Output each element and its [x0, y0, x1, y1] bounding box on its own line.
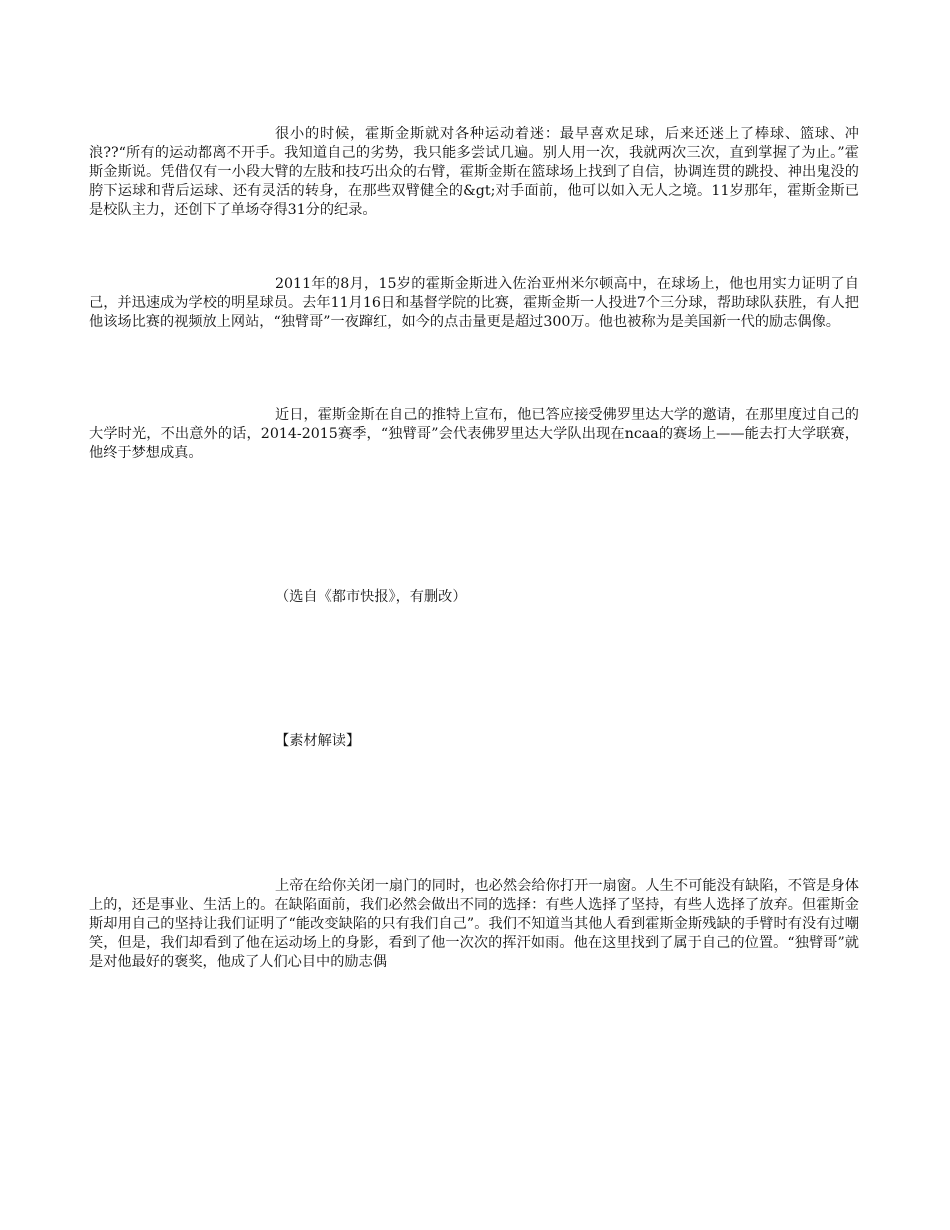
article-paragraph-1: 很小的时候，霍斯金斯就对各种运动着迷：最早喜欢足球，后来还迷上了棒球、篮球、冲浪??“所有的运动都离不开手。我知道自己的劣势，我只能多尝试几遍。别人用一次，我就两次三次，直到掌握了为止。”霍斯金斯说。凭借仅有一小段大臂的左肢和技巧出众的右臂，霍斯金斯在篮球场上找到了自信，协调连贯的跳投、神出鬼没的胯下运球和背后运球、还有灵活的转身，在那些双臂健全的&gt;对手面前，他可以如入无人之境。11岁那年，霍斯金斯已是校队主力，还创下了单场夺得31分的纪录。: [89, 126, 859, 218]
article-paragraph-2: 2011年的8月，15岁的霍斯金斯进入佐治亚州米尔顿高中，在球场上，他也用实力证明了自己，并迅速成为学校的明星球员。去年11月16日和基督学院的比赛，霍斯金斯一人投进7个三分球，帮助球队获胜，有人把他该场比赛的视频放上网站，“独臂哥”一夜蹿红，如今的点击量更是超过300万。他也被称为是美国新一代的励志偶像。: [89, 276, 859, 330]
section-heading: 【素材解读】: [275, 733, 361, 749]
article-paragraph-3: 近日，霍斯金斯在自己的推特上宣布，他已答应接受佛罗里达大学的邀请，在那里度过自己的大学时光，不出意外的话，2014-2015赛季，“独臂哥”会代表佛罗里达大学队出现在ncaa的赛场上——能去打大学联赛，他终于梦想成真。: [89, 407, 859, 461]
interpretation-paragraph: 上帝在给你关闭一扇门的同时，也必然会给你打开一扇窗。人生不可能没有缺陷，不管是身体上的，还是事业、生活上的。在缺陷面前，我们必然会做出不同的选择：有些人选择了坚持，有些人选择了放弃。但霍斯金斯却用自己的坚持让我们证明了“能改变缺陷的只有我们自己”。我们不知道当其他人看到霍斯金斯残缺的手臂时有没有过嘲笑，但是，我们却看到了他在运动场上的身影，看到了他一次次的挥汗如雨。他在这里找到了属于自己的位置。“独臂哥”就是对他最好的褒奖，他成了人们心目中的励志偶: [89, 878, 859, 970]
source-citation: （选自《都市快报》，有删改）: [275, 589, 467, 605]
